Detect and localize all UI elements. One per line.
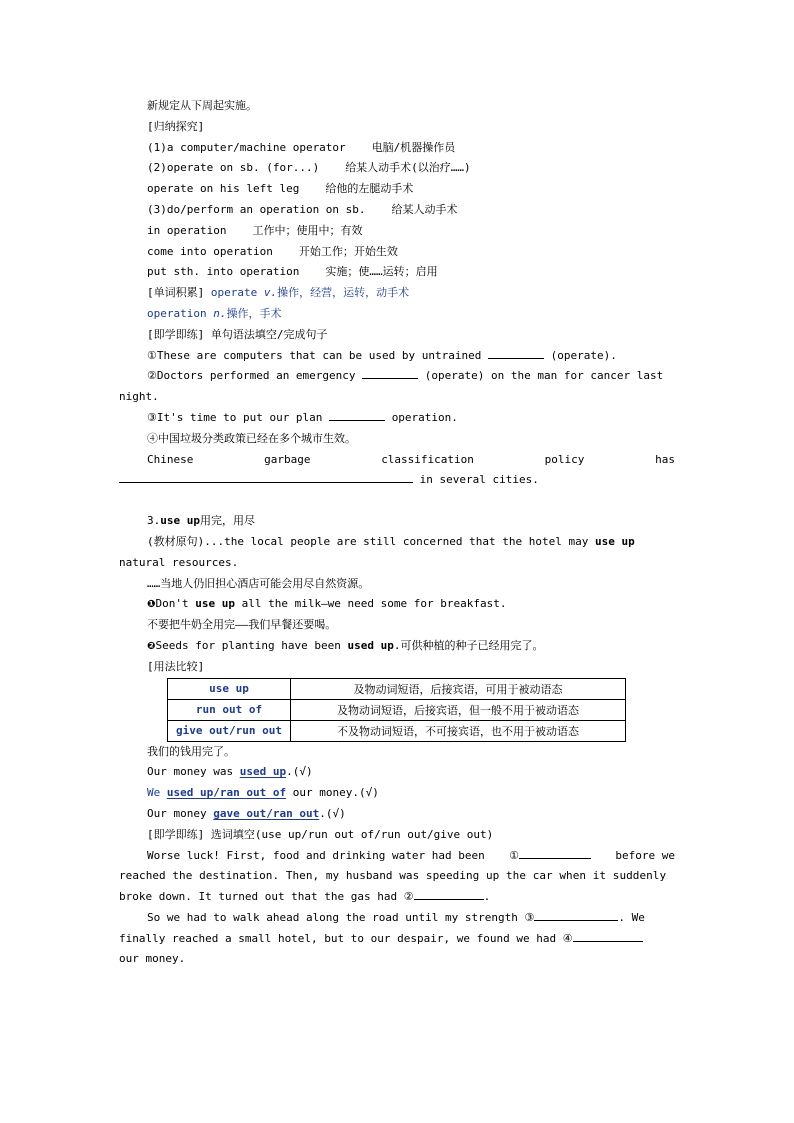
table-cell-phrase: give out/run out	[168, 720, 291, 741]
summary-tag: [归纳探究]	[147, 119, 205, 133]
original-translation: ……当地人仍旧担心酒店可能会用尽自然资源。	[147, 576, 370, 590]
item-line: (1)a computer/machine operator 电脑/机器操作员	[147, 140, 456, 154]
table-row	[168, 699, 626, 720]
answer-blank[interactable]	[488, 346, 544, 359]
question-line: ③It's time to put our plan operation.	[119, 408, 675, 429]
example-line: ❶Don't use up all the milk—we need some for breakfast.	[147, 597, 507, 611]
item-line: (3)do/perform an operation on sb. 给某人动手术	[147, 202, 458, 216]
question-line: in several cities.	[119, 470, 675, 491]
table-row	[168, 720, 626, 741]
example-line: Our money was used up.(√)	[147, 765, 313, 779]
example-translation: 不要把牛奶全用完——我们早餐还要喝。	[147, 618, 337, 632]
item-line: put sth. into operation 实施；使……运转；启用	[147, 265, 438, 279]
document-page	[119, 96, 675, 970]
section-gap	[119, 491, 675, 511]
passage-line: Worse luck! First, food and drinking water had been ① before we	[119, 846, 675, 867]
table-cell-usage: 及物动词短语，后接宾语，可用于被动语态	[291, 678, 626, 699]
item-line: operate on his left leg 给他的左腿动手术	[147, 182, 414, 196]
original-sentence: natural resources.	[119, 555, 239, 569]
table-cell-usage: 及物动词短语，后接宾语，但一般不用于被动语态	[291, 699, 626, 720]
section-heading: 3.use up用完，用尽	[147, 514, 255, 528]
table-cell-phrase: run out of	[168, 699, 291, 720]
passage-line: our money.	[119, 952, 186, 966]
answer-blank[interactable]	[519, 846, 591, 859]
answer-blank[interactable]	[119, 470, 413, 483]
item-line: in operation 工作中；使用中；有效	[147, 223, 363, 237]
practice-heading: [即学即练] 单句语法填空/完成句子	[147, 327, 328, 341]
question-line: ①These are computers that can be used by untrained (operate).	[119, 346, 675, 367]
item-line: come into operation 开始工作；开始生效	[147, 244, 398, 258]
item-line: (2)operate on sb. (for...) 给某人动手术(以治疗……)	[147, 161, 471, 175]
intro-line: 新规定从下周起实施。	[147, 99, 257, 112]
vocab-line: operation n.操作，手术	[147, 306, 282, 320]
example-line: Our money gave out/ran out.(√)	[147, 806, 346, 820]
example-translation: 我们的钱用完了。	[147, 744, 235, 758]
answer-blank[interactable]	[414, 887, 484, 900]
question-line: ②Doctors performed an emergency (operate) on the man for cancer last	[119, 366, 675, 387]
answer-blank[interactable]	[534, 908, 618, 921]
passage-line: So we had to walk ahead along the road until my strength ③ . We	[119, 908, 675, 929]
passage-line: broke down. It turned out that the gas had ② .	[119, 887, 675, 908]
question-line: ④中国垃圾分类政策已经在多个城市生效。	[147, 431, 356, 445]
example-line: ❷Seeds for planting have been used up.可供种植的种子已经用完了。	[147, 638, 544, 652]
table-cell-usage: 不及物动词短语，不可接宾语，也不用于被动语态	[291, 720, 626, 741]
compare-tag: [用法比较]	[147, 659, 205, 673]
usage-comparison-table	[167, 678, 626, 742]
question-line: Chinese garbage classification policy has	[147, 452, 675, 466]
practice-heading: [即学即练] 选词填空(use up/run out of/run out/give out)	[147, 827, 494, 841]
vocab-line: [单词积累] operate v.操作，经营，运转，动手术	[147, 286, 410, 300]
table-cell-phrase: use up	[168, 678, 291, 699]
original-sentence: (教材原句)...the local people are still concerned that the hotel may use up	[147, 534, 635, 548]
question-line: night.	[119, 390, 159, 404]
example-line: We used up/ran out of our money.(√)	[147, 786, 379, 800]
table-row	[168, 678, 626, 699]
answer-blank[interactable]	[329, 408, 385, 421]
answer-blank[interactable]	[573, 929, 643, 942]
answer-blank[interactable]	[362, 366, 418, 379]
passage-line: reached the destination. Then, my husband was speeding up the car when it suddenly	[119, 869, 667, 883]
passage-line: finally reached a small hotel, but to our despair, we found we had ④	[119, 929, 675, 950]
